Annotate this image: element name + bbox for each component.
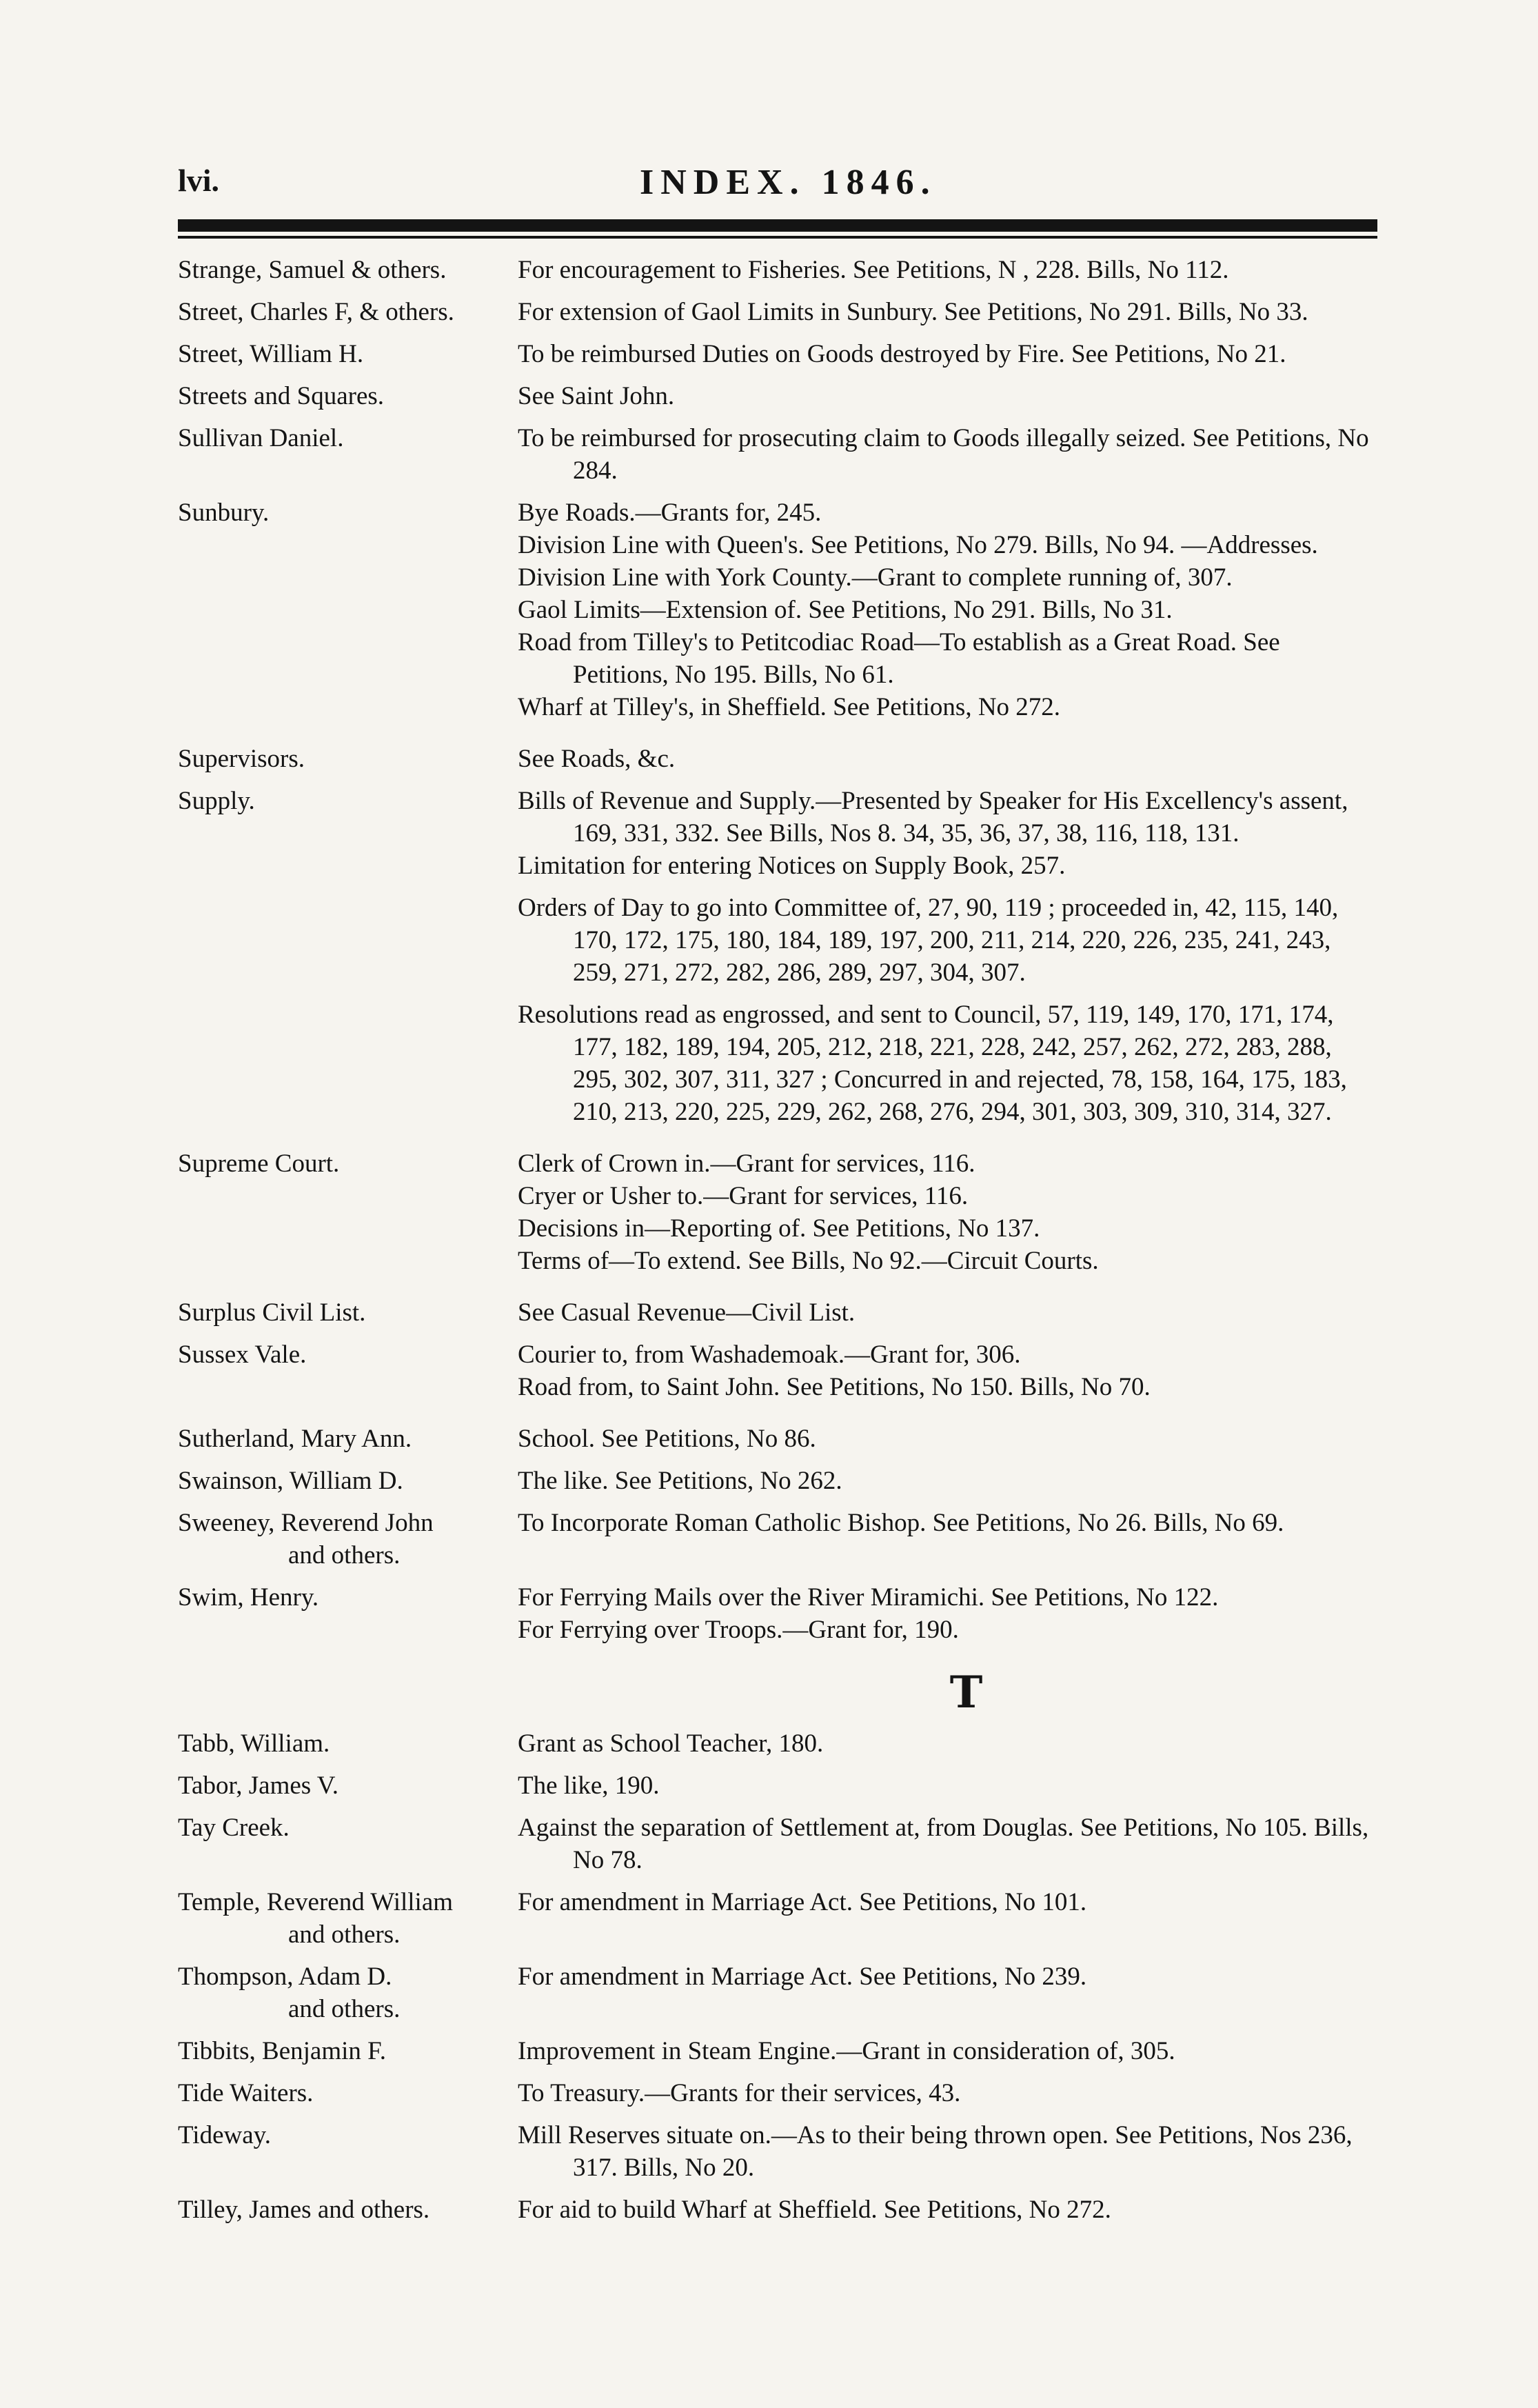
entry-line: Gaol Limits—Extension of. See Petitions, No 291. Bills, No 31.: [518, 596, 1173, 624]
entry-line: See Saint John.: [518, 382, 675, 410]
entry-heading-continuation: and others.: [288, 1541, 401, 1569]
index-entry: [178, 1812, 1377, 1876]
entry-line: Division Line with York County.—Grant to complete running of, 307.: [518, 563, 1233, 592]
entry-heading-text: Tabb, William.: [178, 1729, 330, 1758]
entry-description: [518, 2077, 1377, 2109]
entry-line: Terms of—To extend. See Bills, No 92.—Circuit Courts.: [518, 1247, 1099, 1275]
section-letter: T: [949, 1667, 983, 1718]
index-entry: [178, 1296, 1377, 1329]
entry-heading: [178, 1465, 518, 1497]
entry-line: Limitation for entering Notices on Supply Book, 257.: [518, 852, 1066, 880]
entry-description: [518, 1507, 1377, 1572]
entry-description: [518, 1465, 1377, 1497]
entry-line: Bills of Revenue and Supply.—Presented by Speaker for His Excellency's assent, 169, 331, 332. See Bills, Nos 8. 34, 35, 36, 37, 38, 116, 118, 131.: [518, 787, 1348, 847]
index-entry: [178, 1507, 1377, 1572]
entry-heading: [178, 1423, 518, 1455]
entry-heading: [178, 296, 518, 328]
entry-description: [518, 2119, 1377, 2184]
entry-heading: [178, 1581, 518, 1646]
index-entry: [178, 380, 1377, 412]
page-number: lvi.: [178, 163, 220, 198]
entry-description: [518, 338, 1377, 370]
entry-line: Orders of Day to go into Committee of, 27, 90, 119 ; proceeded in, 42, 115, 140, 170, 172, 175, 180, 184, 189, 197, 200, 211, 214, 220, 226, 235, 241, 243, 259, 271, 272, 282, 286, 289, 297, 304, 307.: [518, 894, 1339, 987]
entry-heading-text: Supervisors.: [178, 745, 305, 773]
entry-heading-text: Thompson, Adam D.: [178, 1963, 392, 1991]
entry-line: Resolutions read as engrossed, and sent to Council, 57, 119, 149, 170, 171, 174, 177, 182, 189, 194, 205, 212, 218, 221, 228, 242, 257, 262, 272, 283, 288, 295, 302, 307, 311, 327 ; Concurred in and rejected, 78, 158, 164, 175, 183, 210, 213, 220, 225, 229, 262, 268, 276, 294, 301, 303, 309, 310, 314, 327.: [518, 1001, 1347, 1126]
entry-description: [518, 1960, 1377, 2025]
entry-line: For Ferrying over Troops.—Grant for, 190.: [518, 1616, 959, 1644]
entry-line: For amendment in Marriage Act. See Petitions, No 101.: [518, 1888, 1087, 1916]
index-entry: [178, 743, 1377, 775]
entry-line: To be reimbursed for prosecuting claim to Goods illegally seized. See Petitions, No 284.: [518, 424, 1369, 485]
entry-description: [518, 1147, 1377, 1277]
index-entry: [178, 2035, 1377, 2067]
entry-line: Road from Tilley's to Petitcodiac Road—To establish as a Great Road. See Petitions, No 195. Bills, No 61.: [518, 628, 1280, 689]
entry-heading: [178, 380, 518, 412]
entry-line: Wharf at Tilley's, in Sheffield. See Petitions, No 272.: [518, 693, 1061, 721]
entry-heading: [178, 496, 518, 723]
index-entry: [178, 1581, 1377, 1646]
index-entry: [178, 2119, 1377, 2184]
index-entry: [178, 1423, 1377, 1455]
entry-heading-text: Street, Charles F, & others.: [178, 298, 454, 326]
entry-heading: [178, 254, 518, 286]
entry-description: [518, 2035, 1377, 2067]
entry-line: For extension of Gaol Limits in Sunbury. See Petitions, No 291. Bills, No 33.: [518, 298, 1308, 326]
entry-heading-continuation: and others.: [288, 1995, 401, 2023]
entry-heading: [178, 785, 518, 1128]
entry-heading-text: Supply.: [178, 787, 255, 815]
entry-heading-text: Tide Waiters.: [178, 2079, 314, 2107]
entry-description: [518, 743, 1377, 775]
entry-description: [518, 2194, 1377, 2226]
entry-heading-text: Temple, Reverend William: [178, 1888, 454, 1916]
entry-line: To be reimbursed Duties on Goods destroyed by Fire. See Petitions, No 21.: [518, 340, 1286, 368]
index-entry: [178, 338, 1377, 370]
entry-heading: [178, 1812, 518, 1876]
entry-description: [518, 380, 1377, 412]
entry-description: [518, 1812, 1377, 1876]
header-rule-thick: [178, 219, 1377, 232]
entry-line: For Ferrying Mails over the River Miramichi. See Petitions, No 122.: [518, 1583, 1219, 1612]
index-entry: [178, 1886, 1377, 1951]
entry-heading-text: Supreme Court.: [178, 1150, 340, 1178]
index-entry: [178, 1147, 1377, 1277]
entry-description: [518, 1338, 1377, 1403]
entry-heading: [178, 1147, 518, 1277]
entry-description: [518, 296, 1377, 328]
entry-line: Against the separation of Settlement at, from Douglas. See Petitions, No 105. Bills, No 78.: [518, 1814, 1369, 1874]
entry-heading-text: Swainson, William D.: [178, 1467, 403, 1495]
entry-heading: [178, 743, 518, 775]
entry-line: For aid to build Wharf at Sheffield. See Petitions, No 272.: [518, 2196, 1111, 2224]
entry-description: [518, 254, 1377, 286]
entry-line: To Treasury.—Grants for their services, 43.: [518, 2079, 961, 2107]
entry-heading-text: Swim, Henry.: [178, 1583, 319, 1612]
running-title: INDEX. 1846.: [640, 163, 937, 202]
index-entry: [178, 254, 1377, 286]
entry-line: Courier to, from Washademoak.—Grant for, 306.: [518, 1341, 1021, 1369]
entry-line: For amendment in Marriage Act. See Petitions, No 239.: [518, 1963, 1087, 1991]
entry-line: Improvement in Steam Engine.—Grant in consideration of, 305.: [518, 2037, 1175, 2065]
index-entry: [178, 1727, 1377, 1760]
entry-line: Bye Roads.—Grants for, 245.: [518, 499, 822, 527]
entry-line: Cryer or Usher to.—Grant for services, 116.: [518, 1182, 969, 1210]
index-entry: [178, 296, 1377, 328]
entry-line: To Incorporate Roman Catholic Bishop. See Petitions, No 26. Bills, No 69.: [518, 1509, 1284, 1537]
entry-line: Division Line with Queen's. See Petitions, No 279. Bills, No 94. —Addresses.: [518, 531, 1318, 559]
entry-heading: [178, 2077, 518, 2109]
entry-line: The like. See Petitions, No 262.: [518, 1467, 842, 1495]
entry-line: Decisions in—Reporting of. See Petitions, No 137.: [518, 1214, 1040, 1243]
entry-heading: [178, 1507, 518, 1572]
entry-heading: [178, 422, 518, 487]
entry-heading-text: Sweeney, Reverend John: [178, 1509, 434, 1537]
entry-heading-text: Sussex Vale.: [178, 1341, 307, 1369]
entry-heading-text: Tabor, James V.: [178, 1772, 338, 1800]
entry-heading: [178, 1960, 518, 2025]
entry-line: Grant as School Teacher, 180.: [518, 1729, 824, 1758]
entry-description: [518, 496, 1377, 723]
entry-line: Road from, to Saint John. See Petitions, No 150. Bills, No 70.: [518, 1373, 1151, 1401]
entry-heading: [178, 1338, 518, 1403]
index-entry: [178, 2077, 1377, 2109]
entry-description: [518, 1727, 1377, 1760]
entry-description: [518, 1769, 1377, 1802]
entry-line: The like, 190.: [518, 1772, 660, 1800]
entry-heading-text: Streets and Squares.: [178, 382, 385, 410]
entry-heading-text: Tibbits, Benjamin F.: [178, 2037, 387, 2065]
entry-line: See Roads, &c.: [518, 745, 676, 773]
entry-heading-text: Sunbury.: [178, 499, 270, 527]
entry-heading-text: Tilley, James and others.: [178, 2196, 430, 2224]
index-entry: [178, 496, 1377, 723]
entry-heading: [178, 2119, 518, 2184]
entry-heading-text: Sutherland, Mary Ann.: [178, 1425, 412, 1453]
entry-description: [518, 1423, 1377, 1455]
entry-heading-text: Surplus Civil List.: [178, 1298, 366, 1327]
entry-description: [518, 422, 1377, 487]
entry-line: Mill Reserves situate on.—As to their being thrown open. See Petitions, Nos 236, 317. Bills, No 20.: [518, 2121, 1353, 2182]
entry-description: [518, 1581, 1377, 1646]
index-entries: [178, 254, 1377, 2236]
entry-heading: [178, 2035, 518, 2067]
entry-heading: [178, 2194, 518, 2226]
entry-heading-text: Sullivan Daniel.: [178, 424, 344, 452]
entry-heading: [178, 1727, 518, 1760]
entry-line: Clerk of Crown in.—Grant for services, 116.: [518, 1150, 975, 1178]
entry-heading: [178, 1886, 518, 1951]
index-entry: [178, 1769, 1377, 1802]
entry-description: [518, 1886, 1377, 1951]
entry-heading: [178, 1769, 518, 1802]
entry-description: [518, 1296, 1377, 1329]
entry-line: For encouragement to Fisheries. See Petitions, N , 228. Bills, No 112.: [518, 256, 1229, 284]
index-entry: [178, 785, 1377, 1128]
entry-heading: [178, 338, 518, 370]
index-entry: [178, 1960, 1377, 2025]
entry-line: See Casual Revenue—Civil List.: [518, 1298, 856, 1327]
header-rule-thin: [178, 236, 1377, 239]
entry-description: [518, 785, 1377, 1128]
entry-heading: [178, 1296, 518, 1329]
entry-heading-text: Tay Creek.: [178, 1814, 290, 1842]
index-entry: [178, 422, 1377, 487]
index-entry: [178, 1465, 1377, 1497]
entry-heading-continuation: and others.: [288, 1920, 401, 1949]
entry-heading-text: Strange, Samuel & others.: [178, 256, 447, 284]
entry-heading-text: Tideway.: [178, 2121, 271, 2149]
entry-heading-text: Street, William H.: [178, 340, 364, 368]
index-entry: [178, 1338, 1377, 1403]
index-entry: [178, 2194, 1377, 2226]
page-header: [178, 162, 1377, 217]
entry-line: School. See Petitions, No 86.: [518, 1425, 816, 1453]
